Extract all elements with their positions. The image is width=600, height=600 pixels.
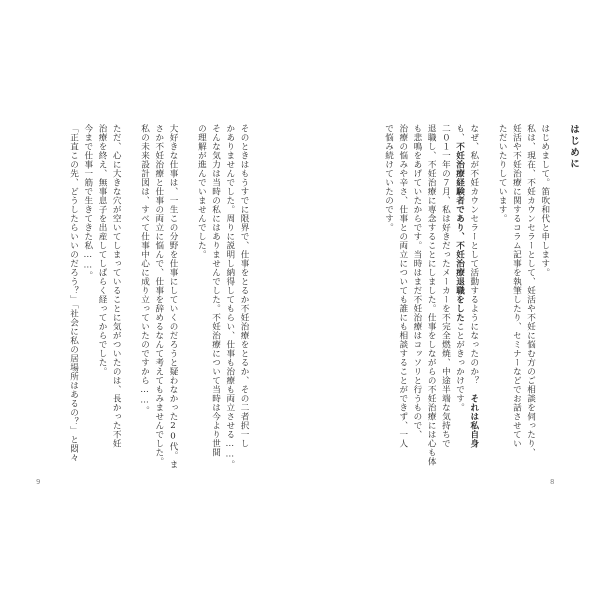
body-line: そんな気力は当時の私にはありませんでした。不妊治療について当時は今より世間 [210, 124, 221, 457]
body-line: も悲鳴をあげていたからです。当時はまだ不妊治療はコッソリと行うもので、 [411, 124, 422, 439]
body-line: 「正直この先、どうしたらいいのだろう？」「社会に私の居場所はあるの？」と悶々 [68, 124, 79, 462]
bold-phrase: それは私自身 [468, 394, 479, 448]
body-line: の理解が進んでいませんでした。 [196, 124, 207, 259]
question-text: なぜ、私が不妊カウンセラーとして活動するようになったのか？ [468, 124, 479, 394]
bold-phrase: 不妊治療経験者であり、不妊治療退職をした [454, 142, 465, 322]
body-line: 今まで仕事一筋で生きてきた私……。 [82, 124, 93, 280]
body-line [467, 124, 481, 480]
body-line: 私は、現在、不妊カウンセラーとして、妊活や不妊に悩む方のご相談を伺ったり、 [525, 124, 536, 457]
left-page-body [16, 124, 251, 480]
right-page-body [345, 124, 580, 480]
body-line: 大好きな仕事は、一生この分野を仕事にしていくのだろうと疑わなかった20代。ま [168, 124, 178, 469]
body-line [452, 124, 466, 480]
body-line: 退職し、不妊治療に専念することにしました。仕事をしながらの不妊治療には心も体 [426, 124, 437, 466]
body-line: ただ、心に大きな穴が空いてしまっていることに気がついたのは、長かった不妊 [111, 124, 122, 448]
paragraph-gap [481, 124, 495, 480]
line-suffix: ことがきっかけです。 [454, 322, 465, 412]
paragraph-gap [180, 124, 194, 480]
line-prefix: も、 [454, 124, 465, 142]
body-line: はじめまして。笛吹和代と申します。 [539, 124, 550, 277]
body-line: 治療の悩みや辛さ、仕事との両立についても誰にも相談することができず、一人 [397, 124, 408, 448]
body-line: かありませんでした。周りに説明し納得してもらい、仕事も治療も両立させる……。 [224, 124, 235, 469]
body-line: 治療を終え、無事息子を出産してしばらく経ってからでした。 [97, 124, 107, 376]
body-line: 私の未来設計図は、すべて仕事中心に成り立っていたのですから……。 [139, 124, 150, 415]
body-line: ただいたりしています。 [497, 124, 508, 223]
page-number: 9 [36, 478, 41, 486]
paragraph-gap [123, 124, 137, 480]
body-line: 二０１一年の７月、私は好きだったメーカーを不完全燃焼、中途半端な気持ちで [440, 124, 451, 448]
body-line: 妊活や不妊治療に関するコラム記事を執筆したり、セミナーなどでお話させてい [511, 124, 522, 448]
body-line: さか不妊治療と仕事の両立に悩んで、仕事を辞めるなんて考えてもみませんでした。 [153, 124, 164, 466]
right-page [300, 0, 600, 600]
page-number: 8 [550, 478, 555, 486]
body-line: で悩み続けていたのです。 [383, 124, 394, 232]
body-line: そのときはもうすでに限界で、仕事をとるか不妊治療をとるか、その二者択一し [239, 124, 249, 448]
section-heading: はじめに [568, 124, 579, 171]
